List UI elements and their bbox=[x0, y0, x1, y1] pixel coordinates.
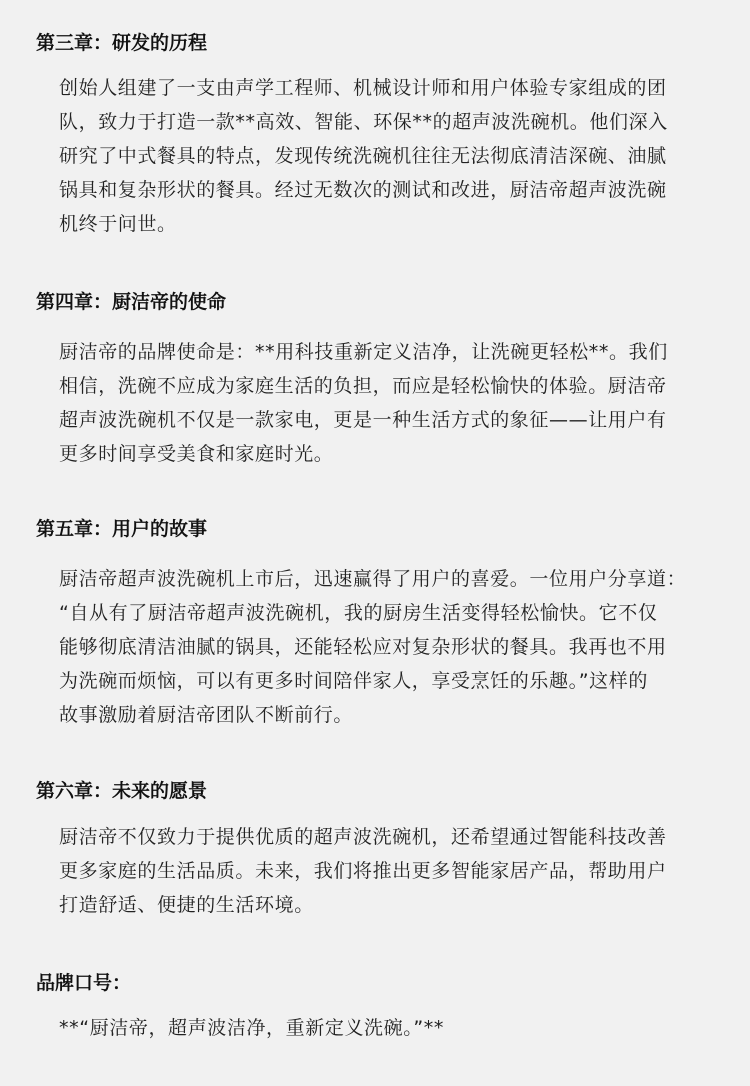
paragraph-line: 厨洁帝的品牌使命是：**用科技重新定义洁净，让洗碗更轻松**。我们 bbox=[59, 341, 668, 363]
paragraph-line: 机终于问世。 bbox=[59, 213, 177, 235]
paragraph-line: 更多家庭的生活品质。未来，我们将推出更多智能家居产品，帮助用户 bbox=[59, 860, 667, 882]
paragraph-line: 厨洁帝不仅致力于提供优质的超声波洗碗机，还希望通过智能科技改善 bbox=[59, 826, 667, 848]
chapter-3-heading: 第三章：研发的历程 bbox=[36, 32, 208, 54]
slogan-heading: 品牌口号： bbox=[36, 972, 132, 994]
paragraph-line: 打造舒适、便捷的生活环境。 bbox=[59, 894, 314, 916]
paragraph-line: 更多时间享受美食和家庭时光。 bbox=[59, 443, 334, 465]
paragraph-line: 为洗碗而烦恼，可以有更多时间陪伴家人，享受烹饪的乐趣。”这样的 bbox=[59, 670, 648, 692]
chapter-4-heading: 第四章：厨洁帝的使命 bbox=[36, 291, 227, 313]
slogan-paragraph bbox=[59, 1011, 719, 1045]
paragraph-line: 超声波洗碗机不仅是一款家电，更是一种生活方式的象征——让用户有 bbox=[59, 409, 667, 431]
paragraph-line: 队，致力于打造一款**高效、智能、环保**的超声波洗碗机。他们深入 bbox=[59, 111, 668, 133]
paragraph-line: 厨洁帝超声波洗碗机上市后，迅速赢得了用户的喜爱。一位用户分享道： bbox=[59, 568, 687, 590]
chapter-3-paragraph bbox=[59, 71, 719, 241]
paragraph-line: 研究了中式餐具的特点，发现传统洗碗机往往无法彻底清洁深碗、油腻 bbox=[59, 145, 667, 167]
chapter-5-paragraph bbox=[59, 562, 719, 732]
paragraph-line: 创始人组建了一支由声学工程师、机械设计师和用户体验专家组成的团 bbox=[59, 77, 667, 99]
slogan-line: **“厨洁帝，超声波洁净，重新定义洗碗。”** bbox=[59, 1017, 444, 1039]
paragraph-line: 故事激励着厨洁帝团队不断前行。 bbox=[59, 704, 354, 726]
paragraph-line: 锅具和复杂形状的餐具。经过无数次的测试和改进，厨洁帝超声波洗碗 bbox=[59, 179, 667, 201]
chapter-5-heading: 第五章：用户的故事 bbox=[36, 518, 208, 540]
paragraph-line: 能够彻底清洁油腻的锅具，还能轻松应对复杂形状的餐具。我再也不用 bbox=[59, 636, 667, 658]
chapter-6-heading: 第六章：未来的愿景 bbox=[36, 780, 208, 802]
paragraph-line: “自从有了厨洁帝超声波洗碗机，我的厨房生活变得轻松愉快。它不仅 bbox=[59, 602, 658, 624]
chapter-4-paragraph bbox=[59, 335, 719, 471]
paragraph-line: 相信，洗碗不应成为家庭生活的负担，而应是轻松愉快的体验。厨洁帝 bbox=[59, 375, 667, 397]
chapter-6-paragraph bbox=[59, 820, 719, 922]
